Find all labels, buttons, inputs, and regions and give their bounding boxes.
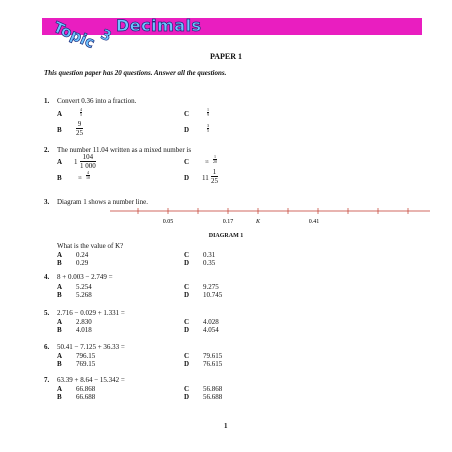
q3-question: What is the value of K? [57,242,124,250]
q1-option-a-fraction[interactable]: 4 5 [80,107,82,117]
q4-number: 4. [44,273,50,281]
q3-option-a-letter[interactable]: A [57,251,63,259]
q1-option-c-letter[interactable]: C [184,110,190,118]
q4-option-a-letter[interactable]: A [57,283,63,291]
q1-option-b-letter[interactable]: B [57,126,62,134]
q4-option-d-letter[interactable]: D [184,291,190,299]
q5-number: 5. [44,309,50,317]
q7-option-a-value[interactable]: 66.868 [76,385,96,393]
q2-option-b-whole[interactable]: 11 [78,175,82,180]
q5-option-d-value[interactable]: 4.054 [203,326,219,334]
q2-option-d-whole[interactable]: 11 [202,174,209,182]
q1-option-d-fraction[interactable]: 3 5 [207,123,209,133]
q3-text: Diagram 1 shows a number line. [57,198,148,206]
q6-option-d-letter[interactable]: D [184,360,190,368]
q3-option-a-value[interactable]: 0.24 [76,251,89,259]
q7-option-c-value[interactable]: 56.868 [203,385,223,393]
q6-option-b-value[interactable]: 769.15 [76,360,96,368]
q7-number: 7. [44,376,50,384]
number-line-label-0-05: 0.05 [162,219,174,225]
q4-option-a-value[interactable]: 5.254 [76,283,92,291]
topic-banner [42,18,422,35]
q5-text: 2.716 − 0.029 + 1.331 = [57,309,125,317]
q1-option-a-letter[interactable]: A [57,110,63,118]
number-line [110,206,430,226]
q3-option-b-letter[interactable]: B [57,259,62,267]
q7-option-b-value[interactable]: 66.688 [76,393,96,401]
q1-text: Convert 0.36 into a fraction. [57,97,137,105]
q2-number: 2. [44,146,50,154]
q5-option-d-letter[interactable]: D [184,326,190,334]
q7-option-a-letter[interactable]: A [57,385,63,393]
q5-option-c-letter[interactable]: C [184,318,190,326]
q5-option-a-letter[interactable]: A [57,318,63,326]
q6-option-a-value[interactable]: 796.15 [76,352,96,360]
q7-option-d-letter[interactable]: D [184,393,190,401]
q2-option-a-whole[interactable]: 1 [74,158,78,166]
number-line-label-0-41: 0.41 [308,219,320,225]
q7-option-d-value[interactable]: 56.688 [203,393,223,401]
topic-number: 3 [98,26,114,46]
q6-option-c-letter[interactable]: C [184,352,190,360]
q2-option-c-letter[interactable]: C [184,158,190,166]
instructions: This question paper has 20 questions. Answer all the questions. [44,69,227,77]
q4-option-b-letter[interactable]: B [57,291,62,299]
q6-option-d-value[interactable]: 76.615 [203,360,223,368]
q3-option-c-letter[interactable]: C [184,251,190,259]
q4-text: 8 + 0.003 − 2.749 = [57,273,113,281]
q6-option-b-letter[interactable]: B [57,360,62,368]
q3-number: 3. [44,198,50,206]
q2-text: The number 11.04 written as a mixed number is [57,146,192,154]
diagram-label: DIAGRAM 1 [208,233,244,239]
q1-option-c-fraction[interactable]: 1 9 [207,107,209,117]
q2-option-b-fraction[interactable]: 4 10 [86,170,90,180]
q5-option-b-value[interactable]: 4.018 [76,326,92,334]
q2-option-a-fraction[interactable]: 104 1 000 [80,153,96,170]
number-line-label-0-17: 0.17 [222,219,234,225]
q4-option-c-letter[interactable]: C [184,283,190,291]
q3-option-d-letter[interactable]: D [184,259,190,267]
q5-option-a-value[interactable]: 2.830 [76,318,92,326]
q6-text: 50.41 − 7.125 + 36.33 = [57,343,125,351]
q2-option-a-letter[interactable]: A [57,158,63,166]
topic-title: Decimals [116,16,202,35]
q2-option-d-letter[interactable]: D [184,174,190,182]
q2-option-b-letter[interactable]: B [57,174,62,182]
q1-option-d-letter[interactable]: D [184,126,190,134]
q6-option-a-letter[interactable]: A [57,352,63,360]
q1-number: 1. [44,97,50,105]
q7-option-b-letter[interactable]: B [57,393,62,401]
q7-text: 63.39 + 8.64 − 15.342 = [57,376,125,384]
q2-option-c-fraction[interactable]: 1 20 [213,154,217,164]
q4-option-d-value[interactable]: 10.745 [203,291,223,299]
page-number: 1 [224,422,228,430]
q4-option-c-value[interactable]: 9.275 [203,283,219,291]
q6-option-c-value[interactable]: 79.615 [203,352,223,360]
topic-word: Topic [50,18,98,53]
q3-option-c-value[interactable]: 0.31 [203,251,216,259]
paper-title: PAPER 1 [209,52,243,61]
q3-option-b-value[interactable]: 0.29 [76,259,89,267]
q1-option-b-fraction[interactable]: 9 25 [76,120,83,137]
q5-option-b-letter[interactable]: B [57,326,62,334]
q7-option-c-letter[interactable]: C [184,385,190,393]
q2-option-d-fraction[interactable]: 1 25 [211,168,218,185]
q3-option-d-value[interactable]: 0.35 [203,259,216,267]
q6-number: 6. [44,343,50,351]
number-line-label-k: K [255,219,261,225]
q4-option-b-value[interactable]: 5.268 [76,291,92,299]
q2-option-c-whole[interactable]: 11 [205,159,209,164]
q5-option-c-value[interactable]: 4.028 [203,318,219,326]
